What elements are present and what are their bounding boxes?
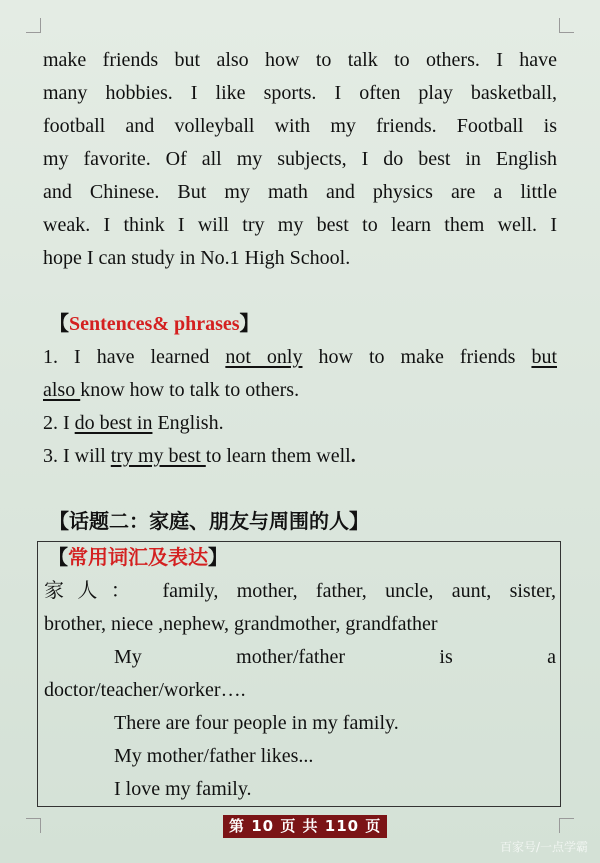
watermark: 百家号/一点学霸 (499, 840, 588, 854)
document-body (43, 44, 557, 539)
corner-mark (559, 18, 574, 33)
sentences-heading: 【Sentences& phrases】 (49, 313, 260, 335)
example-3: My mother/father likes... (114, 745, 314, 767)
paragraph-line: football and volleyball with my friends. Football is (43, 115, 557, 137)
vocab-heading: 【常用词汇及表达】 (48, 547, 228, 569)
sentence-2: 2. I do best in English. (43, 412, 224, 434)
vocab-box (37, 541, 561, 807)
example-2: There are four people in my family. (114, 712, 399, 734)
corner-mark (559, 818, 574, 833)
family-words-line-2: brother, niece ,nephew, grandmother, grandfather (44, 613, 438, 635)
family-words-line-1: 家人： family, mother, father, uncle, aunt, sister, (44, 580, 556, 602)
page-number: 第 10 页 共 110 页 (223, 815, 387, 838)
paragraph-line: many hobbies. I like sports. I often play basketball, (43, 82, 557, 104)
topic-heading: 【话题二：家庭、朋友与周围的人】 (49, 511, 369, 533)
paragraph-line: weak. I think I will try my best to learn them well. I (43, 214, 557, 236)
sentences-title: Sentences& phrases (69, 313, 240, 335)
sentence-1-line-2: also know how to talk to others. (43, 379, 300, 401)
paragraph-line: my favorite. Of all my subjects, I do best in English (43, 148, 557, 170)
corner-mark (26, 18, 41, 33)
paragraph-line: hope I can study in No.1 High School. (43, 247, 351, 269)
paragraph-line: make friends but also how to talk to others. I have (43, 49, 557, 71)
example-1-line-1: My mother/father is a (114, 646, 556, 668)
vocab-title: 常用词汇及表达 (68, 547, 208, 569)
paragraph-line: and Chinese. But my math and physics are a little (43, 181, 557, 203)
sentence-1-line-1: 1. I have learned not only how to make friends but (43, 346, 557, 368)
example-4: I love my family. (114, 778, 252, 800)
example-1-line-2: doctor/teacher/worker…. (44, 679, 246, 701)
sentence-3: 3. I will try my best to learn them well. (43, 445, 356, 467)
corner-mark (26, 818, 41, 833)
